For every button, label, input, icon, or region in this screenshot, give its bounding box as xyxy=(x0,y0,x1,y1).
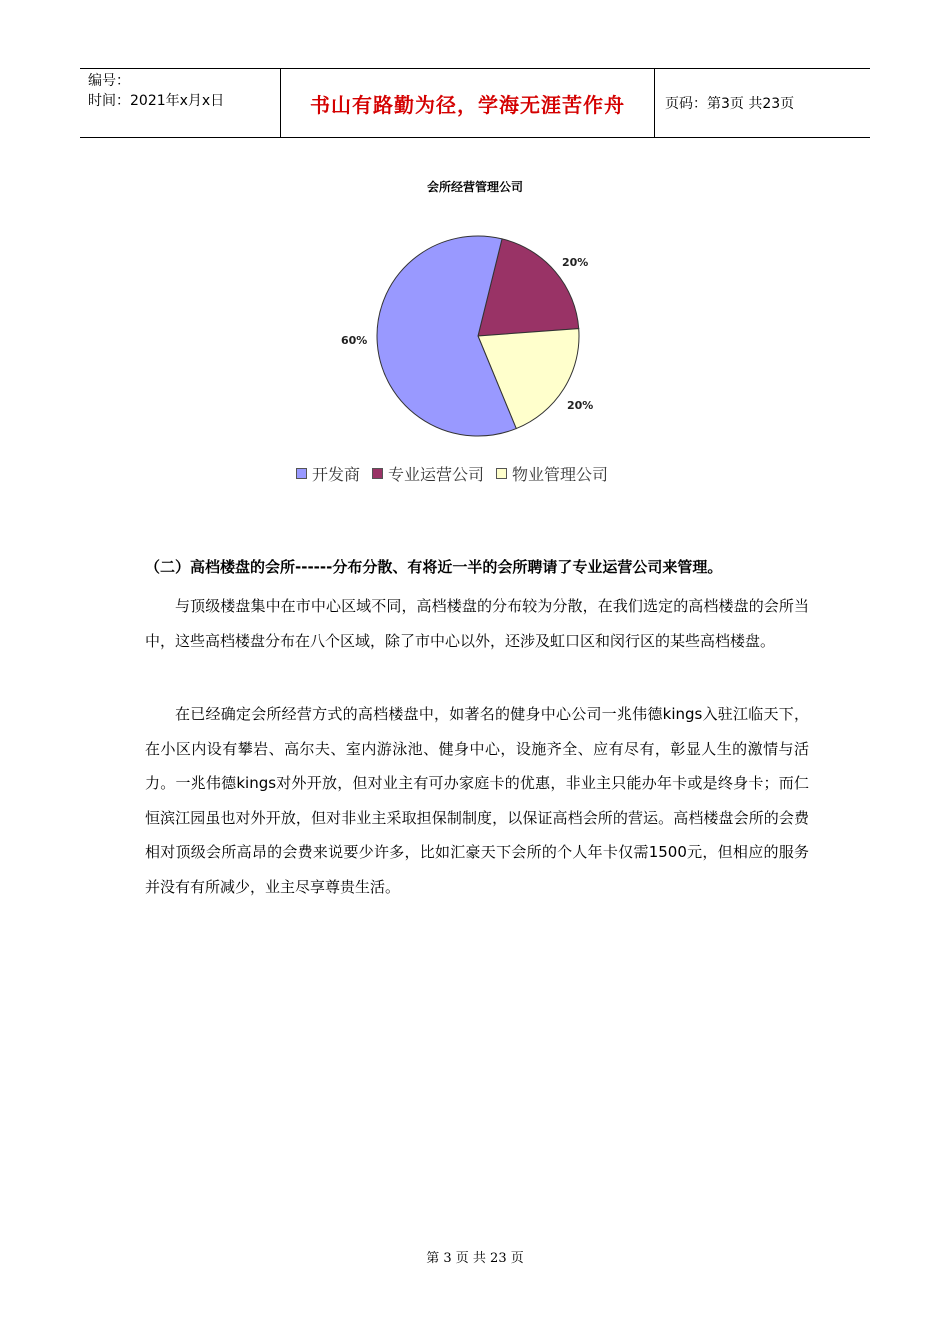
pie-label-developer: 60% xyxy=(341,334,368,347)
paragraph-1: 与顶级楼盘集中在市中心区域不同，高档楼盘的分布较为分散，在我们选定的高档楼盘的会所当中，这些高档楼盘分布在八个区域，除了市中心以外，还涉及虹口区和闵行区的某些高档楼盘。 xyxy=(145,597,809,650)
number-label: 编号： xyxy=(88,73,130,89)
date-label: 时间：2021年x月x日 xyxy=(88,93,225,109)
pie-label-operator: 20% xyxy=(562,256,589,269)
page-code: 页码：第3页 共23页 xyxy=(665,96,795,112)
header-table xyxy=(80,68,870,138)
paragraph-2: 在已经确定会所经营方式的高档楼盘中，如著名的健身中心公司一兆伟德kings入驻江临天下，在小区内设有攀岩、高尔夫、室内游泳池、健身中心，设施齐全、应有尽有，彰显人生的激情与活力。一兆伟德kings对外开放，但对业主有可办家庭卡的优惠，非业主只能办年卡或是终身卡；而仁恒滨江园虽也对外开放，但对非业主采取担保制制度，以保证高档会所的营运。高档楼盘会所的会费相对顶级会所高昂的会费来说要少许多，比如汇豪天下会所的个人年卡仅需1500元，但相应的服务并没有有所减少，业主尽享尊贵生活。 xyxy=(145,705,809,896)
page-footer: 第 3 页 共 23 页 xyxy=(426,1251,524,1266)
header-page-cell xyxy=(655,69,870,137)
pie-label-property: 20% xyxy=(567,399,594,412)
legend-label-developer: 开发商 xyxy=(312,465,361,484)
legend-item-operator xyxy=(372,462,484,485)
legend-swatch-operator xyxy=(372,468,383,479)
legend-label-property: 物业管理公司 xyxy=(512,465,609,484)
legend-item-property xyxy=(496,462,608,485)
header-left-cell xyxy=(80,69,281,137)
legend-item-developer xyxy=(296,462,360,485)
section-heading: （二）高档楼盘的会所------分布分散、有将近一半的会所聘请了专业运营公司来管理。 xyxy=(145,558,723,576)
motto-text: 书山有路勤为径，学海无涯苦作舟 xyxy=(310,92,625,117)
legend-swatch-developer xyxy=(296,468,307,479)
legend-swatch-property xyxy=(496,468,507,479)
legend-label-operator: 专业运营公司 xyxy=(388,465,485,484)
header-motto-cell xyxy=(281,69,655,137)
chart-legend xyxy=(296,462,620,485)
chart-title: 会所经营管理公司 xyxy=(426,180,523,194)
